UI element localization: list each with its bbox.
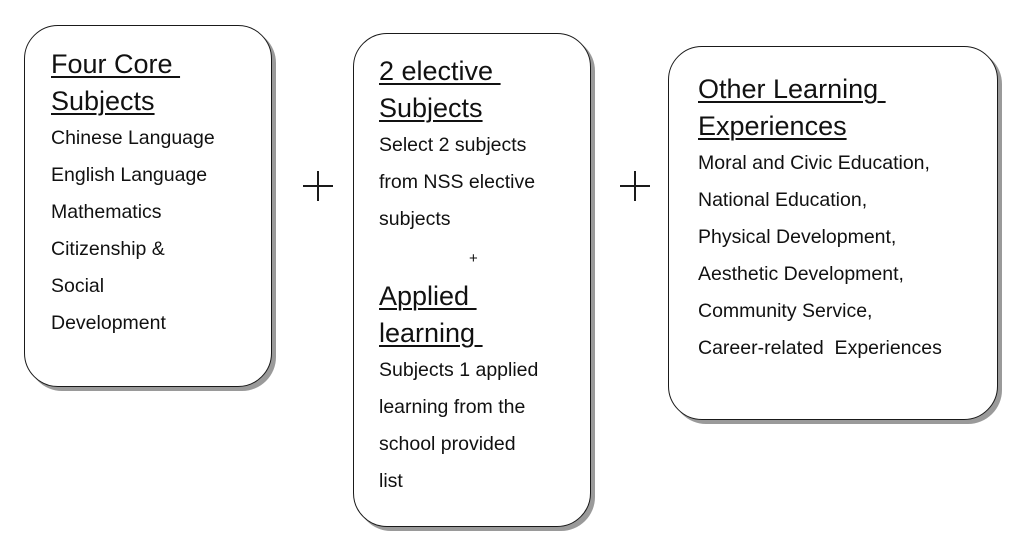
elective-item: from NSS elective — [379, 171, 536, 193]
core-subjects-title — [51, 46, 215, 120]
ole-item: National Education, — [698, 189, 868, 211]
ole-item: Moral and Civic Education, — [698, 152, 930, 174]
elective-item: subjects — [379, 208, 451, 230]
core-item: Citizenship & — [51, 238, 165, 260]
elective-subjects-box — [353, 33, 591, 527]
plus-connector-1 — [303, 171, 333, 201]
ole-box — [668, 46, 998, 420]
core-title-line-1: Four Core — [51, 49, 181, 79]
ole-item: Physical Development, — [698, 226, 897, 248]
ole-title-line-1: Other Learning — [698, 74, 886, 104]
applied-item: school provided — [379, 433, 516, 455]
core-item: Mathematics — [51, 201, 162, 223]
applied-title-line-2: learning — [379, 318, 483, 348]
elective-title-line-2: Subjects — [379, 93, 483, 123]
ole-title — [698, 71, 942, 145]
applied-title-line-1: Applied — [379, 281, 477, 311]
elective-subjects-title — [379, 53, 535, 127]
applied-learning-list — [379, 352, 538, 500]
core-item: English Language — [51, 164, 208, 186]
elective-item: Select 2 subjects — [379, 134, 527, 156]
core-title-line-2: Subjects — [51, 86, 155, 116]
inner-plus: + — [469, 250, 478, 267]
ole-title-line-2: Experiences — [698, 111, 847, 141]
applied-item: learning from the — [379, 396, 526, 418]
elective-title-line-1: 2 elective — [379, 56, 501, 86]
plus-connector-2 — [620, 171, 650, 201]
ole-item: Career-related Experiences — [698, 337, 942, 359]
core-item: Chinese Language — [51, 127, 215, 149]
applied-item: Subjects 1 applied — [379, 359, 539, 381]
applied-learning-title — [379, 278, 538, 352]
ole-list — [698, 145, 942, 367]
core-item: Social — [51, 275, 105, 297]
ole-item: Aesthetic Development, — [698, 263, 904, 285]
core-subjects-box — [24, 25, 272, 387]
core-subjects-list — [51, 120, 215, 342]
ole-item: Community Service, — [698, 300, 873, 322]
core-item: Development — [51, 312, 166, 334]
applied-item: list — [379, 470, 403, 492]
elective-subjects-list — [379, 127, 535, 238]
